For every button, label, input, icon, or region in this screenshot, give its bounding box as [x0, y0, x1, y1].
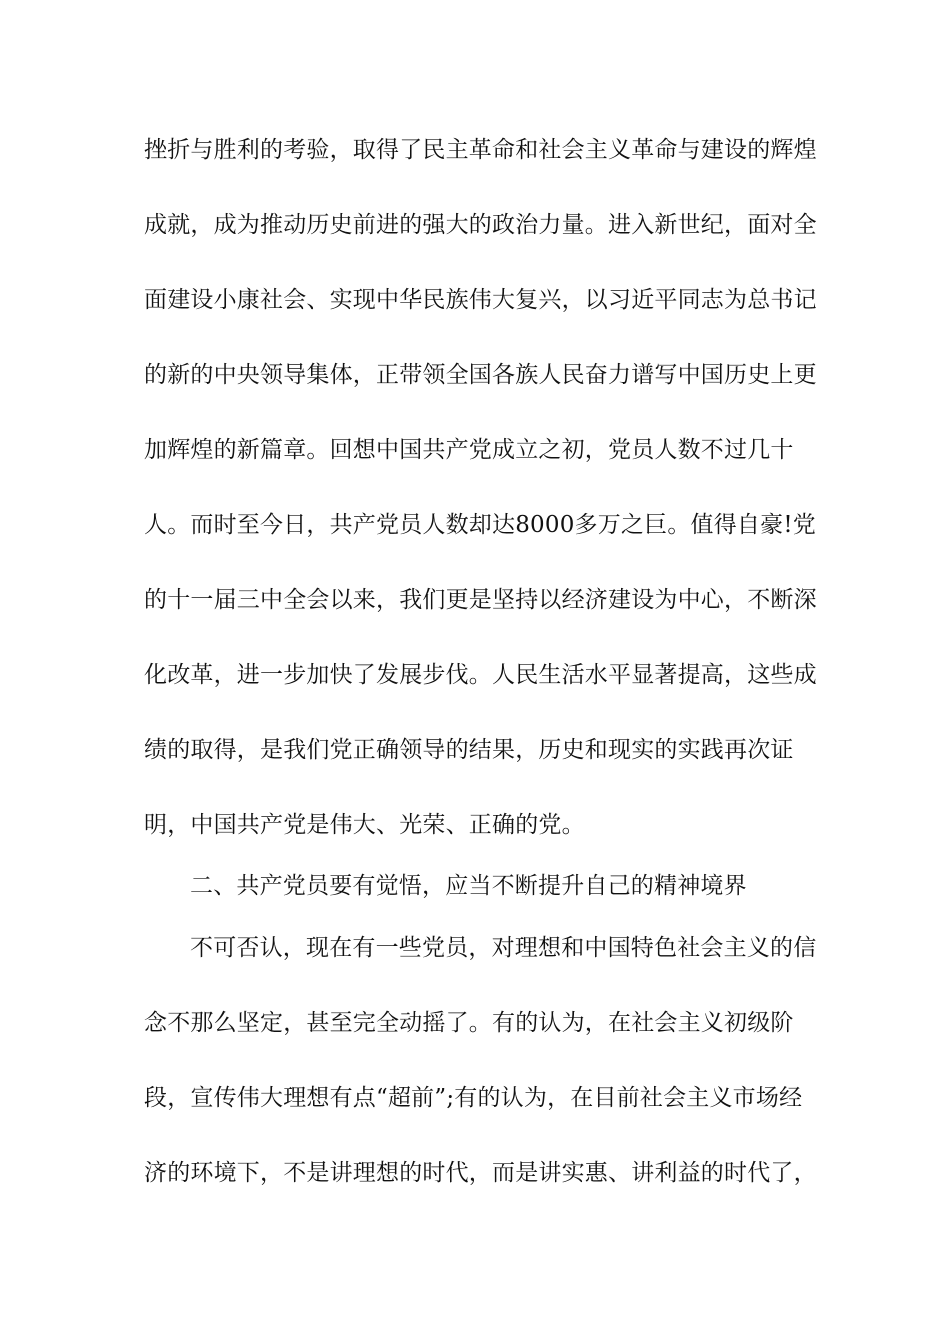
text-line-5: 加辉煌的新篇章。回想中国共产党成立之初，党员人数不过几十 — [144, 437, 794, 463]
text-line-15: 济的环境下，不是讲理想的时代，而是讲实惠、讲利益的时代了， — [144, 1160, 817, 1186]
text-line-3: 面建设小康社会、实现中华民族伟大复兴，以习近平同志为总书记 — [144, 287, 817, 313]
text-line-8: 化改革，进一步加快了发展步伐。人民生活水平显著提高，这些成 — [144, 662, 817, 688]
text-line-2: 成就，成为推动历史前进的强大的政治力量。进入新世纪，面对全 — [144, 212, 817, 238]
text-line-12: 不可否认，现在有一些党员，对理想和中国特色社会主义的信 — [190, 935, 817, 961]
text-line-13: 念不那么坚定，甚至完全动摇了。有的认为，在社会主义初级阶 — [144, 1010, 794, 1036]
section-heading: 二、共产党员要有觉悟，应当不断提升自己的精神境界 — [190, 873, 747, 899]
text-line-14: 段，宣传伟大理想有点“超前”;有的认为，在目前社会主义市场经 — [144, 1085, 803, 1111]
text-line-4: 的新的中央领导集体，正带领全国各族人民奋力谱写中国历史上更 — [144, 362, 817, 388]
text-line-10: 明，中国共产党是伟大、光荣、正确的党。 — [144, 812, 585, 838]
text-line-6: 人。而时至今日，共产党员人数却达8000多万之巨。值得自豪!党 — [144, 512, 816, 538]
text-line-1: 挫折与胜利的考验，取得了民主革命和社会主义革命与建设的辉煌 — [144, 137, 817, 163]
text-line-9: 绩的取得，是我们党正确领导的结果，历史和现实的实践再次证 — [144, 737, 794, 763]
text-line-7: 的十一届三中全会以来，我们更是坚持以经济建设为中心，不断深 — [144, 587, 817, 613]
